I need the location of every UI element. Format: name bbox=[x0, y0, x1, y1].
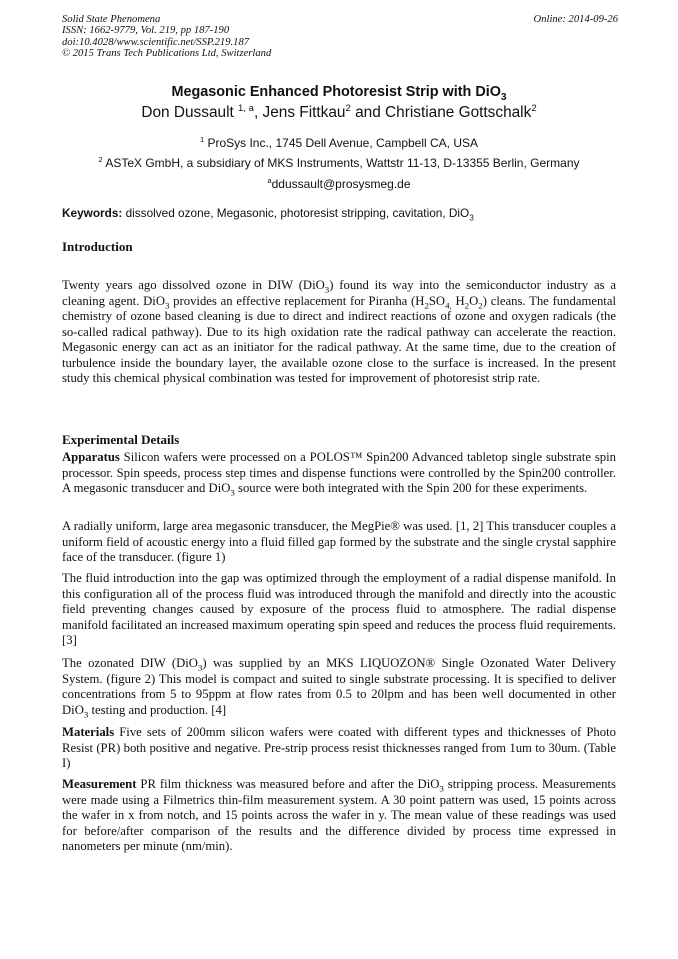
materials-paragraph: Materials Five sets of 200mm silicon wafers were coated with different types and thicknesses of Photo Resist (PR) both positive and negative. Pre-strip process resist thicknesses ranged from 1um to 30um. (Table I) bbox=[62, 725, 616, 770]
journal-issn: ISSN: 1662-9779, Vol. 219, pp 187-190 bbox=[62, 25, 230, 37]
affiliation-2: $^2$ ASTeX GmbH, a subsidiary of MKS Instruments, Wattstr 11-13, D-13355 Berlin, Germany bbox=[98, 155, 580, 170]
online-date: Online: 2014-09-26 bbox=[533, 14, 618, 25]
apparatus-paragraph: Apparatus Silicon wafers were processed on a POLOS™ Spin200 Advanced tabletop single substrate spin processor. Spin speeds, process step times and dispense functions were controlled by the Spin200 controller. A megasonic transducer and DiO$_3$ source were both integrated with the Spin 200 for these experiments. bbox=[62, 450, 616, 498]
author-email: $^a$ddussault@prosysmeg.de bbox=[267, 176, 411, 191]
experimental-heading: Experimental Details bbox=[62, 432, 180, 447]
manifold-paragraph: The fluid introduction into the gap was optimized through the employment of a radial dispense manifold. In this configuration all of the process fluid was introduced through the manifold and directly into the acoustic field preventing changes caused by exposure of the process fluid to atmosphere. The radial dispense manifold facilitated an increased maximum operating spin speed and reduces the process fluid requirements. [3] bbox=[62, 571, 616, 647]
journal-doi: doi:10.4028/www.scientific.net/SSP.219.187 bbox=[62, 36, 250, 48]
journal-copyright: © 2015 Trans Tech Publications Ltd, Switzerland bbox=[62, 48, 272, 60]
keywords: Keywords: dissolved ozone, Megasonic, photoresist stripping, cavitation, DiO$_3$ bbox=[62, 206, 474, 223]
measurement-paragraph: Measurement PR film thickness was measured before and after the DiO$_3$ stripping process. Measurements were made using a Filmetrics thin-film measurement system. A 30 point pattern was used, 15 points across the wafer in x from notch, and 15 points across the wafer in y. The mean value of these readings was used for before/after comparison of the results and the difference divided by process time expressed in nanometers per minute (nm/min). bbox=[62, 777, 616, 853]
author-list: Don Dussault $^{1, a}$, Jens Fittkau$^2$ and Christiane Gottschalk$^2$ bbox=[141, 102, 537, 121]
journal-name: Solid State Phenomena bbox=[62, 14, 161, 25]
introduction-heading: Introduction bbox=[62, 239, 133, 254]
affiliation-1: $^1$ ProSys Inc., 1745 Dell Avenue, Campbell CA, USA bbox=[199, 135, 479, 150]
ozonated-diw-paragraph: The ozonated DIW (DiO$_3$) was supplied by an MKS LIQUOZON® Single Ozonated Water Delivery System. (figure 2) This model is compact and suited to single substrate processing. It is specified to deliver concentrations from 5 to 95ppm at flow rates from 0.5 to 20lpm and has been well documented in other DiO$_3$ testing and production. [4] bbox=[62, 656, 616, 720]
introduction-paragraph: Twenty years ago dissolved ozone in DIW (DiO$_3$) found its way into the semiconductor industry as a cleaning agent. DiO$_3$ provides an effective replacement for Piranha ($H_2SO_{4,}$ $H_2O_2$) cleans. The fundamental chemistry of ozone based cleaning is due to direct and indirect reactions of ozone and oxygen radicals (the so-called radical pathway). Due to its high oxidation rate the radical pathway can accelerate the reaction. Megasonic energy can act as an initiator for the radical pathway. At the same time, due to the creation of turbulence inside the boundary layer, the available ozone close to the surface is increased. In the present study this chemical physical combination was tested for improvement of photoresist strip rate. bbox=[62, 278, 617, 385]
paper-title: Megasonic Enhanced Photoresist Strip with DiO$_3$ bbox=[171, 84, 507, 103]
journal-header bbox=[62, 14, 618, 60]
transducer-paragraph: A radially uniform, large area megasonic transducer, the MegPie® was used. [1, 2] This transducer couples a uniform field of acoustic energy into a fluid filled gap formed by the substrate and the single crystal sapphire face of the transducer. (figure 1) bbox=[62, 519, 616, 564]
